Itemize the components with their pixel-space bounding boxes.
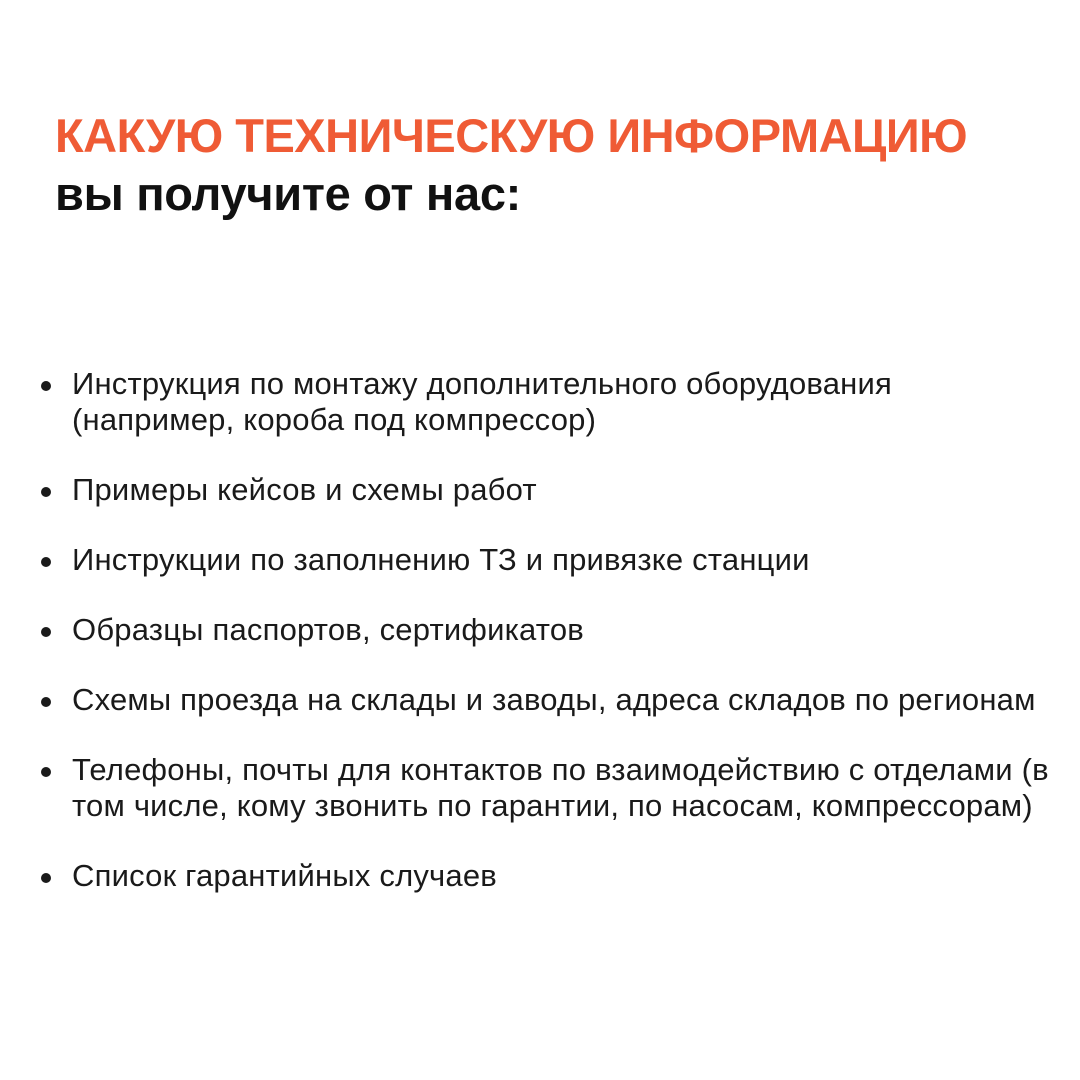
list-item-text: Инструкция по монтажу дополнительного оборудования (например, короба под компрессор)	[72, 366, 892, 437]
list-item	[36, 366, 1056, 438]
list-item-text: Схемы проезда на склады и заводы, адреса складов по регионам	[72, 682, 1036, 717]
list-item	[36, 542, 1056, 578]
list-item	[36, 472, 1056, 508]
heading-subtitle: вы получите от нас:	[55, 167, 522, 220]
bullet-icon	[41, 627, 51, 637]
bullet-icon	[41, 767, 51, 777]
list-item-text: Список гарантийных случаев	[72, 858, 497, 893]
bullet-icon	[41, 487, 51, 497]
list-item	[36, 752, 1056, 824]
list-item	[36, 682, 1056, 718]
list-item-text: Инструкции по заполнению ТЗ и привязке станции	[72, 542, 810, 577]
heading-accent: КАКУЮ ТЕХНИЧЕСКУЮ ИНФОРМАЦИЮ	[55, 109, 968, 162]
info-list	[36, 366, 1056, 894]
list-item-text: Примеры кейсов и схемы работ	[72, 472, 537, 507]
list-item-text: Телефоны, почты для контактов по взаимодействию с отделами (в том числе, кому звонить по гарантии, по насосам, компрессорам)	[72, 752, 1049, 823]
bullet-icon	[41, 873, 51, 883]
list-item-text: Образцы паспортов, сертификатов	[72, 612, 584, 647]
bullet-icon	[41, 557, 51, 567]
bullet-icon	[41, 381, 51, 391]
list-item	[36, 858, 1056, 894]
bullet-icon	[41, 697, 51, 707]
list-item	[36, 612, 1056, 648]
